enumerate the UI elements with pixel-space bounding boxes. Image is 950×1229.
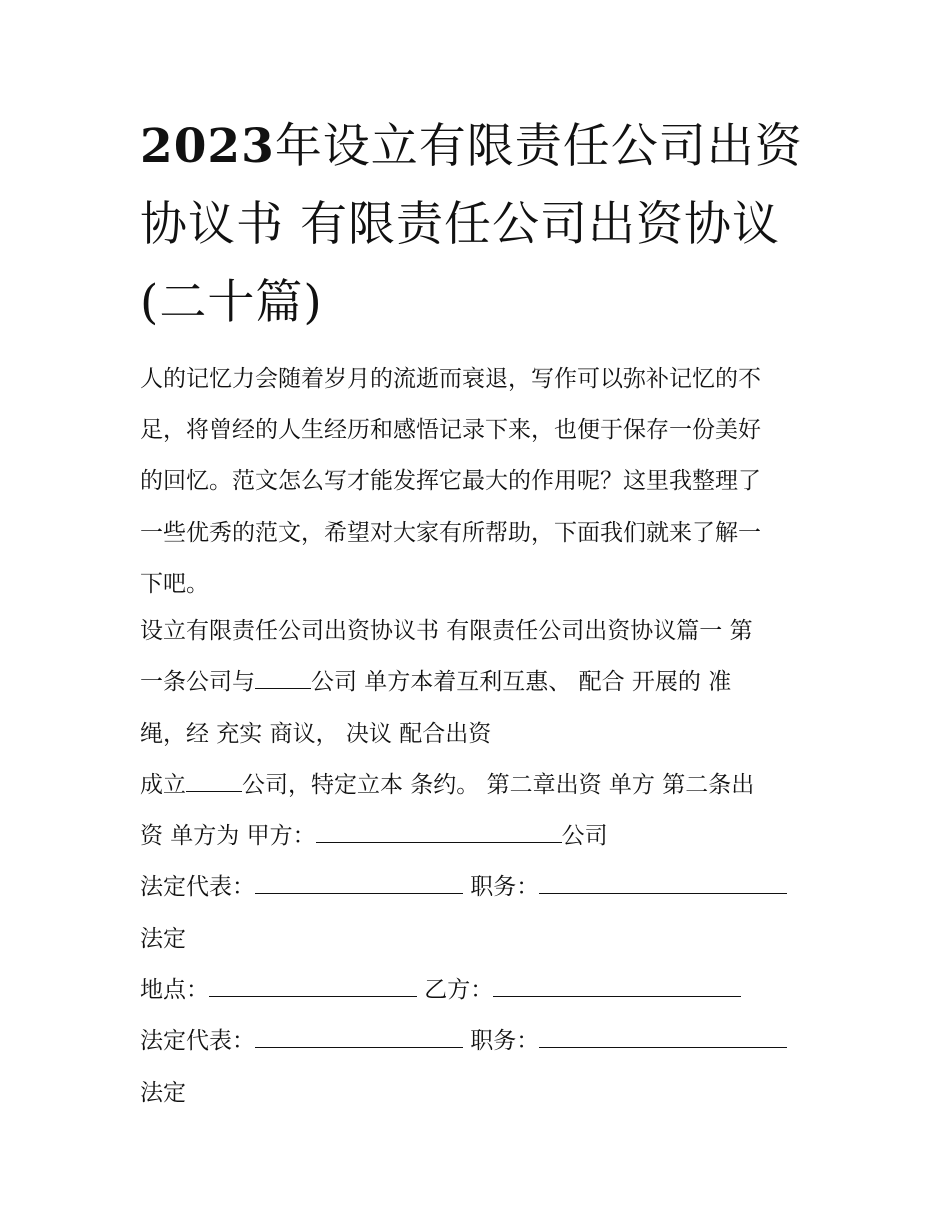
body-line	[140, 1016, 820, 1067]
body-line: 法定	[140, 925, 186, 952]
fill-in-blank	[255, 1025, 463, 1048]
fill-in-blank	[493, 974, 741, 997]
body-line: 设立有限责任公司出资协议书 有限责任公司出资协议篇一 第	[140, 618, 753, 644]
body-text: 法定代表：	[140, 1028, 255, 1055]
title-text: (二十篇)	[140, 275, 323, 330]
body-text: 公司，特定立本 条约。 第二章出资 单方 第二条出	[242, 771, 755, 798]
intro-line: 人的记忆力会随着岁月的流逝而衰退，写作可以弥补记忆的不	[140, 366, 761, 392]
title-text: 协议书 有限责任公司出资协议	[140, 197, 780, 252]
fill-in-blank	[539, 1025, 787, 1048]
body-line: 绳，经 充实 商议， 决议 配合出资	[140, 720, 492, 747]
fill-in-blank	[316, 820, 562, 843]
title-year: 2023	[140, 119, 275, 174]
fill-in-blank	[255, 871, 463, 894]
body-text: 资 单方为 甲方：	[140, 823, 316, 850]
title-text: 年设立有限责任公司出资	[274, 119, 803, 174]
body-line	[140, 965, 820, 1016]
fill-in-blank	[209, 974, 417, 997]
body-text: 职务：	[463, 874, 540, 901]
title-line	[140, 108, 820, 186]
body-line	[140, 811, 820, 862]
intro-line: 下吧。	[140, 570, 209, 597]
body-line	[140, 657, 820, 708]
body-text: 公司	[561, 823, 608, 850]
title-line	[140, 264, 820, 342]
body-line	[140, 760, 820, 811]
body-text: 公司 单方本着互利互惠、 配合 开展的 准	[311, 669, 732, 696]
body-text: 地点：	[140, 977, 209, 1004]
body-text: 法定代表：	[140, 874, 255, 901]
intro-line: 足，将曾经的人生经历和感悟记录下来，也便于保存一份美好	[140, 417, 761, 444]
intro-line: 的回忆。范文怎么写才能发挥它最大的作用呢？这里我整理了	[140, 468, 761, 495]
intro-paragraph	[140, 354, 820, 610]
body-text: 成立	[140, 771, 186, 798]
fill-in-blank	[186, 769, 242, 792]
fill-in-blank	[255, 666, 311, 689]
agreement-body	[140, 606, 820, 1119]
intro-line: 一些优秀的范文，希望对大家有所帮助，下面我们就来了解一	[140, 519, 761, 546]
body-line: 法定	[140, 1079, 186, 1106]
body-text: 乙方：	[417, 977, 494, 1004]
body-text: 职务：	[463, 1028, 540, 1055]
document-title	[140, 108, 820, 342]
title-line	[140, 186, 820, 264]
body-line	[140, 862, 820, 913]
body-text: 一条公司与	[140, 669, 255, 696]
fill-in-blank	[539, 871, 787, 894]
